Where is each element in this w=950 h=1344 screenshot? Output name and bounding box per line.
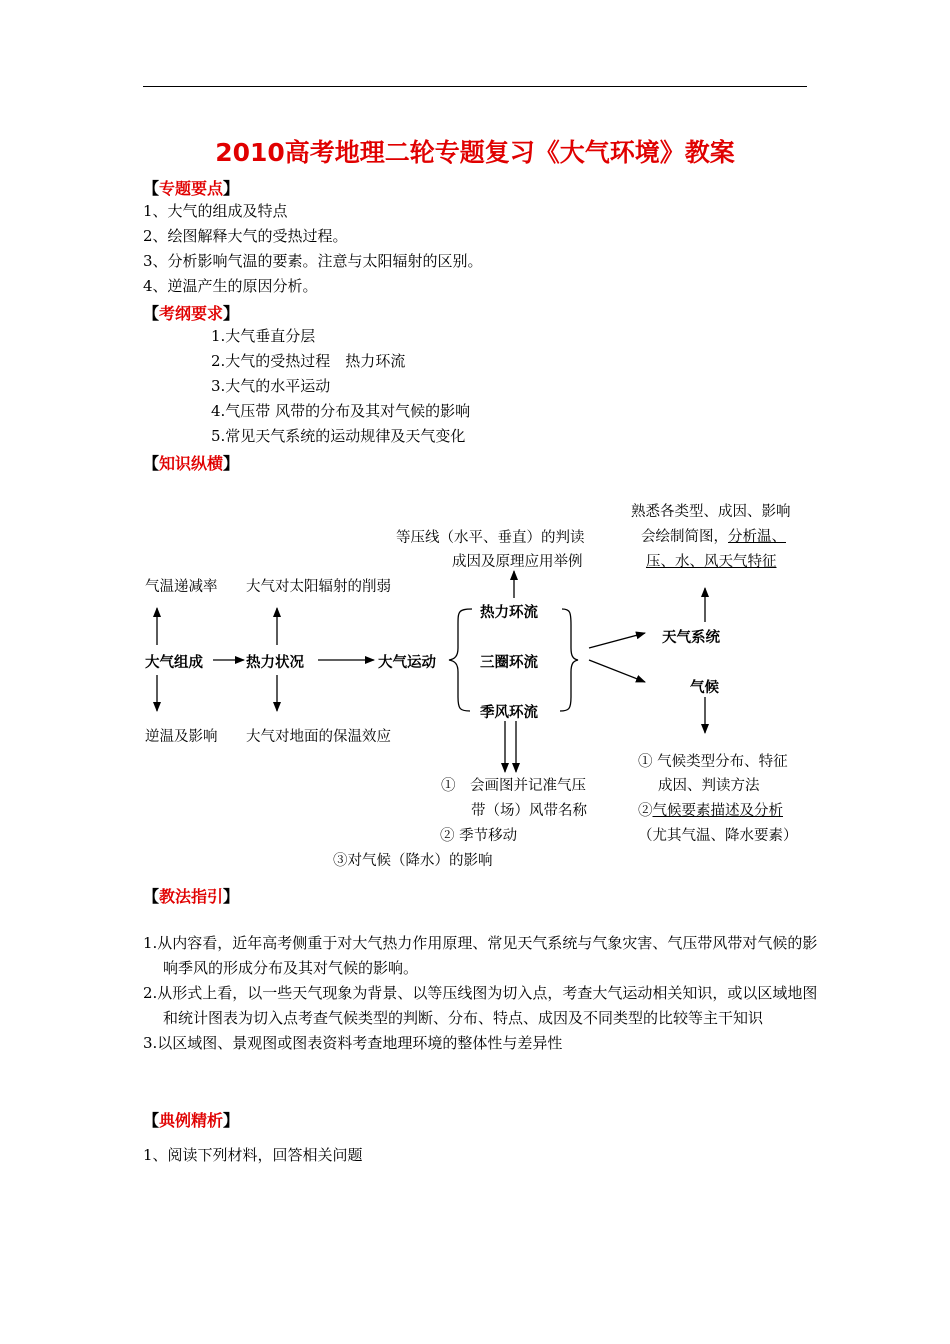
teaching-item: 3.以区域图、景观图或图表资料考查地理环境的整体性与差异性 bbox=[143, 1034, 563, 1052]
diagram-node-weather-system: 天气系统 bbox=[662, 630, 720, 646]
diagram-label-isobar-cause: 成因及原理应用举例 bbox=[452, 554, 583, 570]
diagram-label-belt-names: 带（场）风带名称 bbox=[471, 803, 587, 819]
syllabus-item: 1.大气垂直分层 bbox=[211, 327, 316, 345]
section-heading-teaching: 【教法指引】 bbox=[143, 887, 240, 906]
diagram-label-weather-types: 熟悉各类型、成因、影响 bbox=[631, 504, 791, 520]
syllabus-item: 4.气压带 风带的分布及其对气候的影响 bbox=[211, 402, 471, 420]
teaching-item: 2.从形式上看，以一些天气现象为背景、以等压线图为切入点，考查大气运动相关知识，或以区域地图和统计图表为切入点考查气候类型的判断、分布、特点、成因及不同类型的比较等主干知识 bbox=[143, 984, 818, 1027]
key-point-item: 1、大气的组成及特点 bbox=[143, 202, 288, 220]
section-heading-key-points: 【专题要点】 bbox=[143, 179, 240, 198]
section-heading-examples: 【典例精析】 bbox=[143, 1111, 240, 1130]
teaching-guidance-list bbox=[143, 931, 823, 1056]
diagram-node-composition: 大气组成 bbox=[145, 655, 203, 671]
diagram-node-climate: 气候 bbox=[690, 680, 719, 696]
diagram-node-heat: 热力状况 bbox=[246, 655, 304, 671]
diagram-label-belt-draw: ① 会画图并记准气压 bbox=[441, 778, 586, 794]
diagram-label-climate-temp-precip: （尤其气温、降水要素） bbox=[638, 828, 798, 844]
syllabus-item: 3.大气的水平运动 bbox=[211, 377, 331, 395]
diagram-label-solar-weakening: 大气对太阳辐射的削弱 bbox=[246, 579, 391, 595]
diagram-node-thermal-circulation: 热力环流 bbox=[480, 605, 538, 621]
syllabus-item: 5.常见天气系统的运动规律及天气变化 bbox=[211, 427, 466, 445]
diagram-label-inversion: 逆温及影响 bbox=[145, 729, 218, 745]
syllabus-item: 2.大气的受热过程 热力环流 bbox=[211, 352, 406, 370]
diagram-node-motion: 大气运动 bbox=[378, 655, 436, 671]
diagram-label-isobar: 等压线（水平、垂直）的判读 bbox=[396, 530, 585, 546]
diagram-label-greenhouse: 大气对地面的保温效应 bbox=[246, 729, 391, 745]
key-point-item: 2、绘图解释大气的受热过程。 bbox=[143, 227, 348, 245]
page-title: 2010高考地理二轮专题复习《大气环境》教案 bbox=[215, 138, 735, 167]
diagram-label-weather-sketch: 会绘制简图，分析温、 bbox=[641, 529, 786, 545]
key-point-item: 3、分析影响气温的要素。注意与太阳辐射的区别。 bbox=[143, 252, 483, 270]
diagram-label-climate-cause: 成因、判读方法 bbox=[658, 778, 760, 794]
diagram-label-climate-types: ① 气候类型分布、特征 bbox=[638, 754, 788, 770]
diagram-node-monsoon: 季风环流 bbox=[480, 705, 538, 721]
section-heading-knowledge: 【知识纵横】 bbox=[143, 454, 240, 473]
diagram-label-seasonal-shift: ② 季节移动 bbox=[440, 828, 518, 844]
section-heading-syllabus: 【考纲要求】 bbox=[143, 304, 240, 323]
diagram-label-lapse-rate: 气温递减率 bbox=[145, 579, 218, 595]
diagram-label-weather-features: 压、水、风天气特征 bbox=[646, 554, 777, 570]
example-item: 1、阅读下列材料，回答相关问题 bbox=[143, 1146, 363, 1164]
diagram-label-climate-effect: ③对气候（降水）的影响 bbox=[333, 853, 493, 869]
key-point-item: 4、逆温产生的原因分析。 bbox=[143, 277, 318, 295]
diagram-label-climate-elements: ②气候要素描述及分析 bbox=[638, 803, 783, 819]
teaching-item: 1.从内容看，近年高考侧重于对大气热力作用原理、常见天气系统与气象灾害、气压带风带对气候的影响季风的形成分布及其对气候的影响。 bbox=[143, 934, 818, 977]
diagram-node-three-cell: 三圈环流 bbox=[480, 655, 538, 671]
